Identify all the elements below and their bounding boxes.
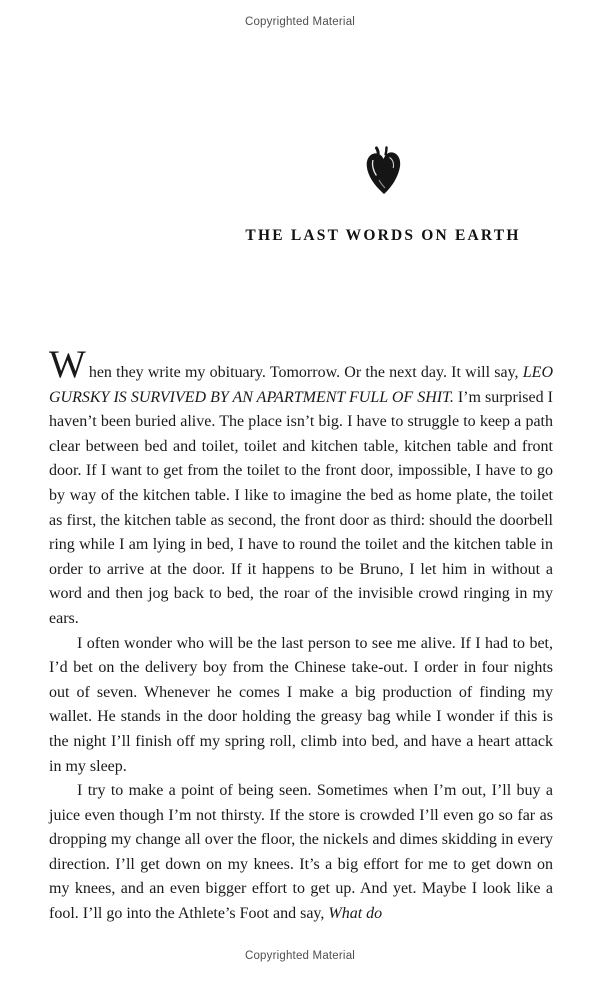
paragraph-container	[49, 343, 553, 927]
body-text: hen they write my obituary. Tomorrow. Or the next day. It will say,	[88, 364, 523, 381]
paragraph	[49, 343, 553, 632]
body-text: I often wonder who will be the last person to see me alive. If I had to bet, I’d bet on the delivery boy from the Chinese take-out. I order in four nights out of seven. Whenever he comes I make a big production of finding my wallet. He stands in the door holding the greasy bag while I wonder if this is the night I’ll finish off my spring roll, climb into bed, and have a heart attack in my sleep.	[49, 634, 553, 775]
copyright-notice-top: Copyrighted Material	[244, 16, 356, 28]
drop-cap-initial: W	[49, 343, 87, 386]
italic-text: What do	[328, 905, 383, 923]
body-text: I’m surprised I haven’t been buried alive. The place isn’t big. I have to struggle to keep a path clear between bed and toilet, toilet and kitchen table, kitchen table and front door. If I want to get from the toilet to the front door, impossible, I have to go by way of the kitchen table. I like to imagine the bed as home plate, the toilet as first, the kitchen table as second, the front door as third: should the doorbell ring while I am lying in bed, I have to round the toilet and the kitchen table in order to arrive at the door. If it happens to be Bruno, I let him in without a word and then jog back to bed, the roar of the invisible crowd ringing in my ears.	[49, 388, 553, 627]
copyright-notice-bottom: Copyrighted Material	[244, 950, 356, 962]
chapter-title: THE LAST WORDS ON EARTH	[245, 227, 521, 244]
paragraph	[49, 779, 553, 927]
paragraph	[49, 632, 553, 780]
body-text: I try to make a point of being seen. Sometimes when I’m out, I’ll buy a juice even though I’m not thirsty. If the store is crowded I’ll even go so far as dropping my change all over the floor, the nickels and dimes skidding in every direction. I’ll get down on my knees. It’s a big effort for me to get down on my knees, and an even bigger effort to get up. And yet. Maybe I look like a fool. I’ll go into the Athlete’s Foot and say,	[49, 782, 553, 923]
italic-text: LEO GURSKY IS SURVIVED BY AN APARTMENT FULL OF SHIT.	[49, 364, 553, 406]
heart-ornament-icon	[363, 145, 403, 197]
